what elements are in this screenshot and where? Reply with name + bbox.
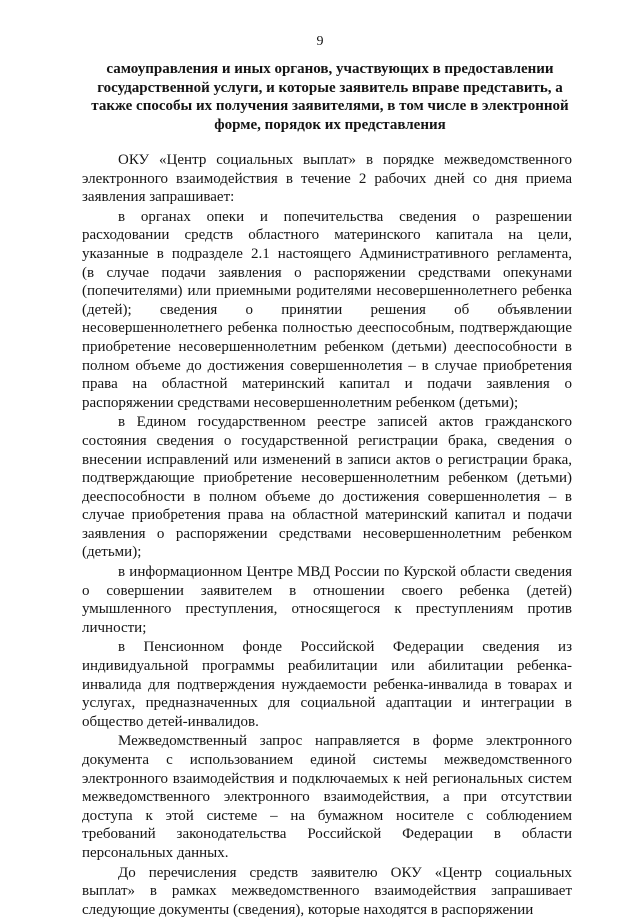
paragraph-line: права на областной материнский капитал и подачи заявления о — [82, 376, 572, 393]
paragraph-line: выплат» в рамках межведомственного взаимодействия запрашивает — [82, 883, 572, 900]
heading-line: также способы их получения заявителями, в том числе в электронной — [91, 98, 569, 114]
paragraph-line: в Пенсионном фонде Российской Федерации сведения из — [118, 639, 572, 656]
paragraph-line: требований законодательства Российской Федерации в области — [82, 826, 572, 843]
paragraph-line: случае приобретения права на областной материнский капитал и подачи — [82, 507, 572, 524]
paragraph-line: несовершеннолетнего ребенка полностью дееспособным, подтверждающие — [82, 320, 572, 337]
section-heading — [90, 60, 570, 134]
paragraph-line: личности; — [82, 619, 147, 636]
paragraph-line: заявления запрашивает: — [82, 189, 235, 206]
paragraph-line: документа с использованием единой системы межведомственного — [82, 752, 572, 768]
paragraph — [82, 563, 572, 637]
paragraph-line: состояния сведения о государственной регистрации брака, сведения о — [82, 432, 572, 449]
paragraph-line: о совершении заявителем в отношении своего ребенка (детей) — [82, 582, 572, 599]
paragraph-line: расходовании средств областного материнского капитала на цели, — [82, 227, 572, 244]
heading-line: форме, порядок их представления — [214, 116, 446, 133]
heading-line: государственной услуги, и которые заявитель вправе представить, а — [97, 79, 563, 96]
paragraph-line: дееспособности в полном объеме до достижения совершеннолетия – в — [82, 488, 572, 505]
paragraph — [82, 413, 572, 562]
paragraph-line: полном объеме до достижения совершеннолетия – в случае приобретения — [82, 357, 572, 374]
paragraph-line: приобретение несовершеннолетним ребенком (детьми) дееспособности в — [82, 338, 572, 355]
paragraph-line: указанные в подразделе 2.1 настоящего Административного регламента, — [82, 245, 572, 262]
paragraph-line: (попечителями) или приемными родителями несовершеннолетнего ребенка — [82, 283, 572, 300]
paragraph-line: межведомственного электронного взаимодействия, а при отсутствии — [82, 789, 572, 806]
paragraph-line: (детей); сведения о принятии решения об объявлении — [82, 301, 572, 318]
paragraph-line: Межведомственный запрос направляется в форме электронного — [118, 733, 572, 750]
paragraph-line: общество детей-инвалидов. — [82, 713, 259, 730]
page-number: 9 — [316, 34, 324, 49]
paragraph-line: в органах опеки и попечительства сведения о разрешении — [118, 208, 572, 225]
heading-line: самоуправления и иных органов, участвующих в предоставлении — [106, 61, 554, 77]
paragraph-line: электронного взаимодействия и подключаемых к ней региональных систем — [82, 770, 572, 787]
paragraph-line: услугах, предназначенных для социальной адаптации и интеграции в — [82, 695, 572, 712]
paragraph-line: в информационном Центре МВД России по Курской области сведения — [118, 564, 572, 581]
paragraph — [82, 732, 572, 862]
paragraph-line: ОКУ «Центр социальных выплат» в порядке межведомственного — [118, 152, 572, 168]
paragraph-line: (в случае подачи заявления о распоряжении средствами опекунами — [82, 264, 572, 281]
paragraph-line: следующие документы (сведения), которые находятся в распоряжении — [82, 901, 534, 918]
paragraph-line: (детьми); — [82, 544, 142, 561]
paragraph-line: в Едином государственном реестре записей актов гражданского — [118, 414, 572, 431]
paragraph-line: инвалида для подтверждения нуждаемости ребенка-инвалида в товарах и — [82, 676, 572, 693]
paragraph-line: внесении исправлений или изменений в записи актов о регистрации брака, — [82, 451, 572, 468]
paragraph-line: заявления о распоряжении средствами несовершеннолетним ребенком — [82, 525, 572, 542]
paragraph — [82, 151, 572, 207]
paragraph — [82, 208, 572, 413]
paragraph-line: До перечисления средств заявителю ОКУ «Центр социальных — [118, 864, 572, 881]
body-text — [82, 151, 572, 920]
paragraph — [82, 864, 572, 920]
paragraph-line: подтверждающие приобретение несовершеннолетним ребенком (детьми) — [82, 470, 572, 487]
paragraph-line: распоряжении средствами несовершеннолетним ребенком (детьми); — [82, 394, 519, 411]
paragraph-line: персональных данных. — [82, 844, 229, 861]
paragraph-line: индивидуальной программы реабилитации или абилитации ребенка- — [82, 658, 572, 675]
paragraph-line: электронного взаимодействия в течение 2 рабочих дней со дня приема — [82, 170, 572, 187]
paragraph-line: умышленного преступления, относящегося к преступлениям против — [82, 601, 572, 618]
paragraph — [82, 638, 572, 731]
paragraph-line: доступа к этой системе – на бумажном носителе с соблюдением — [82, 807, 572, 824]
